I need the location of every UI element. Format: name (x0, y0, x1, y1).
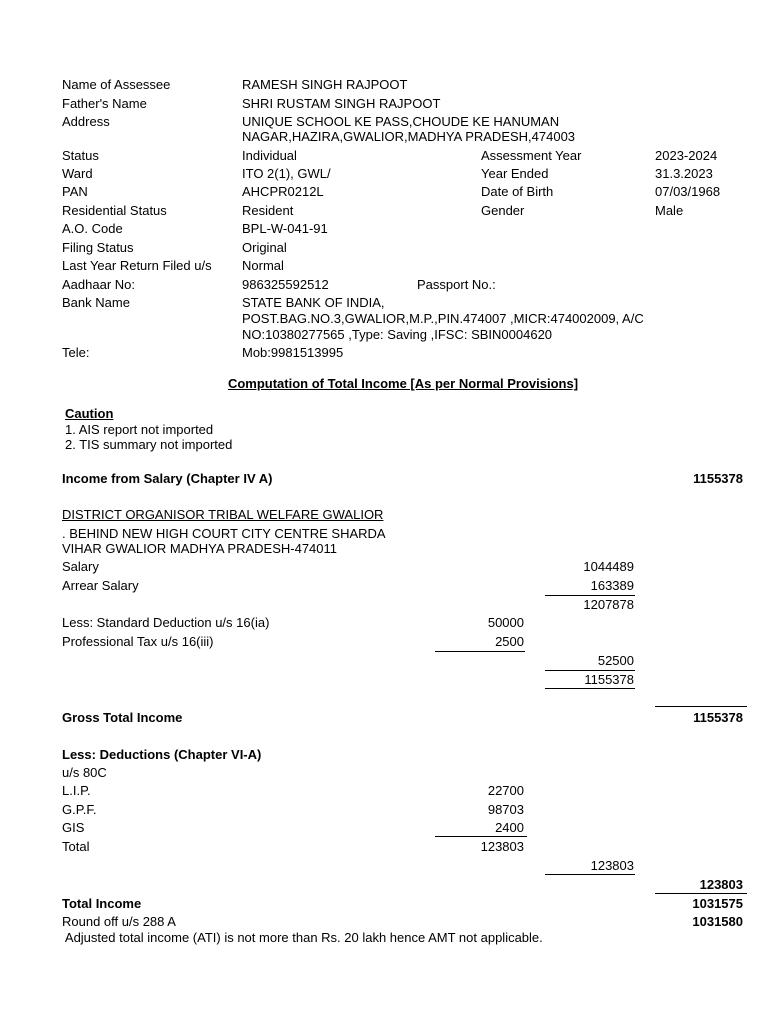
pan-value: AHCPR0212L (242, 184, 324, 199)
caution-title: Caution (65, 406, 114, 421)
total-label: Total (62, 839, 90, 854)
employer-address-1: . BEHIND NEW HIGH COURT CITY CENTRE SHARDA (62, 526, 386, 541)
salary-sum: 1207878 (583, 597, 634, 612)
ward-value: ITO 2(1), GWL/ (242, 166, 331, 181)
roundoff-label: Round off u/s 288 A (62, 914, 176, 929)
computation-title: Computation of Total Income [As per Normal Provisions] (227, 376, 579, 391)
tele-label: Tele: (62, 345, 90, 360)
amt-note: Adjusted total income (ATI) is not more than Rs. 20 lakh hence AMT not applicable. (62, 930, 543, 945)
bank-line-1: STATE BANK OF INDIA, (242, 295, 385, 310)
gis-label: GIS (62, 820, 85, 835)
divider (435, 651, 525, 652)
tele-value: Mob:9981513995 (242, 345, 344, 360)
aadhaar-label: Aadhaar No: (62, 277, 135, 292)
employer-address-2: VIHAR GWALIOR MADHYA PRADESH-474011 (62, 541, 338, 556)
sec-80c-label: u/s 80C (62, 765, 107, 780)
divider (435, 836, 527, 837)
filing-status-value: Original (242, 240, 287, 255)
salary-value: 1044489 (583, 559, 634, 574)
caution-item-1: 1. AIS report not imported (65, 422, 214, 437)
std-deduction-value: 50000 (487, 615, 524, 630)
year-ended-label: Year Ended (481, 166, 549, 181)
gti-value: 1155378 (693, 710, 743, 725)
salary-total: 1155378 (693, 471, 743, 486)
assessment-year-label: Assessment Year (481, 148, 582, 163)
salary-label: Salary (62, 559, 99, 574)
status-label: Status (62, 148, 99, 163)
assessment-year-value: 2023-2024 (655, 148, 718, 163)
total-deduction-value: 123803 (699, 877, 743, 892)
father-label: Father's Name (62, 96, 147, 111)
name-label: Name of Assessee (62, 77, 171, 92)
residential-status-value: Resident (242, 203, 294, 218)
total-income-value: 1031575 (692, 896, 743, 911)
address-label: Address (62, 114, 110, 129)
gpf-label: G.P.F. (62, 802, 97, 817)
caution-item-2: 2. TIS summary not imported (65, 437, 233, 452)
residential-status-label: Residential Status (62, 203, 167, 218)
gti-label: Gross Total Income (62, 710, 183, 725)
arrear-value: 163389 (590, 578, 634, 593)
total-income-label: Total Income (62, 896, 142, 911)
gis-value: 2400 (495, 820, 524, 835)
year-ended-value: 31.3.2023 (655, 166, 713, 181)
address-line-2: NAGAR,HAZIRA,GWALIOR,MADHYA PRADESH,474003 (242, 129, 576, 144)
ao-code-label: A.O. Code (62, 221, 123, 236)
bank-line-3: NO:10380277565 ,Type: Saving ,IFSC: SBIN0004620 (242, 327, 553, 342)
gpf-value: 98703 (487, 802, 524, 817)
last-year-return-value: Normal (242, 258, 284, 273)
deduction-sum: 52500 (597, 653, 634, 668)
divider (545, 595, 635, 596)
salary-heading: Income from Salary (Chapter IV A) (62, 471, 273, 486)
divider (545, 670, 635, 671)
ao-code-value: BPL-W-041-91 (242, 221, 328, 236)
aadhaar-value: 986325592512 (242, 277, 329, 292)
bank-line-2: POST.BAG.NO.3,GWALIOR,M.P.,PIN.474007 ,MICR:474002009, A/C (242, 311, 644, 326)
bank-label: Bank Name (62, 295, 130, 310)
father-name: SHRI RUSTAM SINGH RAJPOOT (242, 96, 441, 111)
lip-value: 22700 (487, 783, 524, 798)
arrear-label: Arrear Salary (62, 578, 139, 593)
passport-label: Passport No.: (417, 277, 496, 292)
filing-status-label: Filing Status (62, 240, 134, 255)
dob-label: Date of Birth (481, 184, 554, 199)
total-value: 123803 (480, 839, 524, 854)
gender-label: Gender (481, 203, 525, 218)
gender-value: Male (655, 203, 684, 218)
std-deduction-label: Less: Standard Deduction u/s 16(ia) (62, 615, 270, 630)
dob-value: 07/03/1968 (655, 184, 721, 199)
status-value: Individual (242, 148, 297, 163)
roundoff-value: 1031580 (692, 914, 743, 929)
address-line-1: UNIQUE SCHOOL KE PASS,CHOUDE KE HANUMAN (242, 114, 560, 129)
divider (545, 874, 635, 875)
net-salary: 1155378 (584, 672, 634, 687)
last-year-return-label: Last Year Return Filed u/s (62, 258, 212, 273)
professional-tax-label: Professional Tax u/s 16(iii) (62, 634, 214, 649)
professional-tax-value: 2500 (495, 634, 524, 649)
lip-label: L.I.P. (62, 783, 91, 798)
pan-label: PAN (62, 184, 88, 199)
divider (655, 893, 747, 894)
employer-name: DISTRICT ORGANISOR TRIBAL WELFARE GWALIOR (62, 507, 384, 522)
assessee-name: RAMESH SINGH RAJPOOT (242, 77, 408, 92)
total-mid-value: 123803 (590, 858, 634, 873)
ward-label: Ward (62, 166, 93, 181)
via-heading: Less: Deductions (Chapter VI-A) (62, 747, 262, 762)
divider (655, 706, 747, 707)
divider (545, 688, 635, 689)
